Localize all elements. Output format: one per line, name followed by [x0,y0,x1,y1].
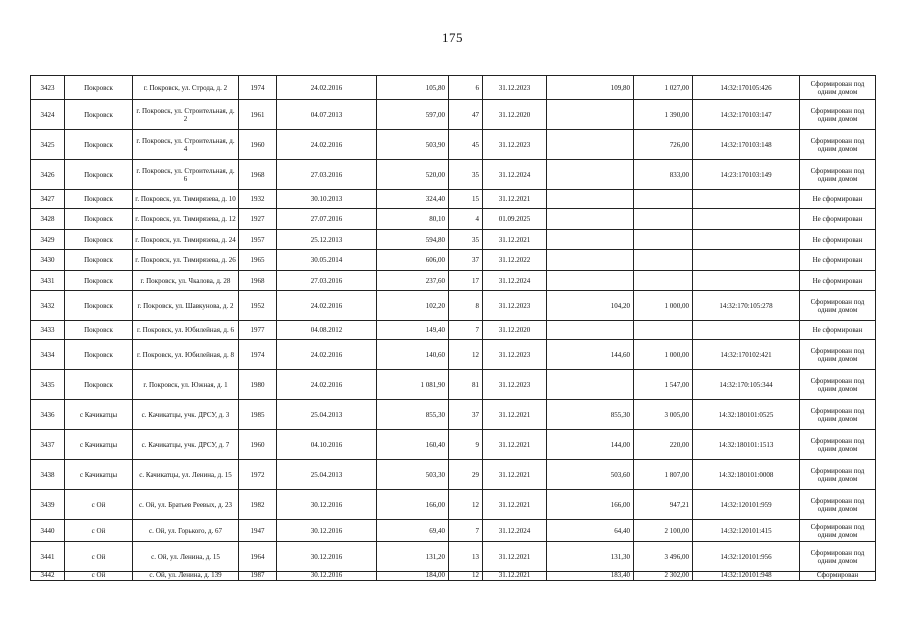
cell-cost [634,230,693,250]
cell-deadline: 31.12.2022 [483,250,547,271]
cell-deadline: 31.12.2021 [483,572,547,581]
table-row [31,520,876,542]
cell-place: Покровск [65,370,133,400]
table-row [31,291,876,321]
table-row [31,190,876,209]
page-number: 175 [442,30,463,45]
cell-cadastre: 14:32:180101:1513 [693,430,800,460]
cell-deadline: 31.12.2023 [483,340,547,370]
cell-area2 [547,250,634,271]
cell-area: 503,30 [377,460,449,490]
cell-status: Сформирован под одним домом [800,76,876,100]
cell-place: Покровск [65,291,133,321]
cell-date: 27.07.2016 [277,209,377,230]
cell-cadastre [693,271,800,291]
cell-place: с Качикатцы [65,430,133,460]
cell-count: 35 [449,160,483,190]
cell-cadastre [693,190,800,209]
cell-deadline: 31.12.2021 [483,400,547,430]
cell-id: 3433 [31,321,65,340]
cell-address: с. Ой, ул. Ленина, д. 15 [133,542,239,572]
cell-address: г. Покровск, ул. Строда, д. 2 [133,76,239,100]
table-row [31,321,876,340]
cell-area2 [547,209,634,230]
cell-cost [634,190,693,209]
cell-status: Сформирован под одним домом [800,542,876,572]
table-row [31,572,876,581]
cell-year: 1974 [239,340,277,370]
cell-address: с. Ой, ул. Горького, д. 67 [133,520,239,542]
cell-cost: 1 390,00 [634,100,693,130]
cell-address: г. Покровск, ул. Юбилейная, д. 6 [133,321,239,340]
table-row [31,542,876,572]
cell-deadline: 31.12.2021 [483,490,547,520]
table-row [31,370,876,400]
table-row [31,100,876,130]
cell-id: 3431 [31,271,65,291]
cell-cadastre: 14:32:120101:948 [693,572,800,581]
cell-cost: 833,00 [634,160,693,190]
cell-cost: 1 027,00 [634,76,693,100]
cell-cadastre: 14:32:180101:0008 [693,460,800,490]
cell-count: 12 [449,490,483,520]
cell-deadline: 31.12.2021 [483,542,547,572]
cell-area2: 109,80 [547,76,634,100]
cell-place: Покровск [65,160,133,190]
cell-place: Покровск [65,250,133,271]
cell-address: г. Покровск, ул. Шавкунова, д. 2 [133,291,239,321]
cell-cost: 1 000,00 [634,340,693,370]
cell-status: Не сформирован [800,190,876,209]
cell-status: Сформирован под одним домом [800,291,876,321]
cell-date: 27.03.2016 [277,271,377,291]
cell-count: 7 [449,321,483,340]
cell-place: с Качикатцы [65,460,133,490]
cell-id: 3438 [31,460,65,490]
cell-cadastre: 14:32:120101:956 [693,542,800,572]
cell-year: 1982 [239,490,277,520]
cell-count: 9 [449,430,483,460]
cell-id: 3441 [31,542,65,572]
table-row [31,76,876,100]
cell-address: с. Качикатцы, ул. Ленина, д. 15 [133,460,239,490]
cell-cadastre: 14:32:170:105:278 [693,291,800,321]
table-body [31,76,876,581]
cell-cadastre: 14:32:120101:959 [693,490,800,520]
cell-year: 1957 [239,230,277,250]
cell-cost: 1 547,00 [634,370,693,400]
cell-id: 3430 [31,250,65,271]
cell-cadastre: 14:32:170:105:344 [693,370,800,400]
cell-year: 1947 [239,520,277,542]
cell-area2 [547,190,634,209]
cell-status: Не сформирован [800,271,876,291]
cell-cadastre: 14:32:170102:421 [693,340,800,370]
cell-count: 81 [449,370,483,400]
cell-date: 30.05.2014 [277,250,377,271]
cell-area2: 503,60 [547,460,634,490]
cell-area: 80,10 [377,209,449,230]
cell-cadastre: 14:32:170105:426 [693,76,800,100]
cell-id: 3442 [31,572,65,581]
cell-area: 105,80 [377,76,449,100]
cell-year: 1932 [239,190,277,209]
cell-date: 30.12.2016 [277,490,377,520]
cell-cost: 2 302,00 [634,572,693,581]
cell-deadline: 01.09.2025 [483,209,547,230]
cell-date: 30.12.2016 [277,520,377,542]
cell-area: 69,40 [377,520,449,542]
cell-address: с. Ой, ул. Братьев Реевых, д. 23 [133,490,239,520]
cell-id: 3434 [31,340,65,370]
cell-cadastre [693,230,800,250]
cell-address: г. Покровск, ул. Тимирязева, д. 12 [133,209,239,230]
housing-table [30,75,876,581]
cell-area: 131,20 [377,542,449,572]
cell-status: Сформирован под одним домом [800,490,876,520]
cell-id: 3428 [31,209,65,230]
cell-place: с Ой [65,490,133,520]
cell-address: с. Качикатцы, учк. ДРСУ, д. 7 [133,430,239,460]
cell-area2 [547,370,634,400]
cell-count: 37 [449,400,483,430]
cell-year: 1927 [239,209,277,230]
cell-place: Покровск [65,340,133,370]
cell-address: г. Покровск, ул. Тимирязева, д. 24 [133,230,239,250]
cell-date: 04.08.2012 [277,321,377,340]
cell-place: с Ой [65,542,133,572]
cell-status: Не сформирован [800,230,876,250]
cell-address: г. Покровск, ул. Юбилейная, д. 8 [133,340,239,370]
cell-year: 1980 [239,370,277,400]
cell-count: 15 [449,190,483,209]
cell-date: 24.02.2016 [277,76,377,100]
cell-cadastre: 14:32:170103:147 [693,100,800,130]
cell-cadastre [693,250,800,271]
cell-date: 25.12.2013 [277,230,377,250]
cell-year: 1960 [239,130,277,160]
cell-status: Сформирован под одним домом [800,100,876,130]
table-row [31,400,876,430]
cell-status: Сформирован под одним домом [800,340,876,370]
cell-area2: 144,00 [547,430,634,460]
cell-year: 1960 [239,430,277,460]
cell-count: 8 [449,291,483,321]
cell-deadline: 31.12.2023 [483,76,547,100]
cell-date: 04.07.2013 [277,100,377,130]
cell-deadline: 31.12.2023 [483,130,547,160]
cell-id: 3429 [31,230,65,250]
table-row [31,250,876,271]
cell-cost: 2 100,00 [634,520,693,542]
cell-area: 149,40 [377,321,449,340]
cell-date: 24.02.2016 [277,130,377,160]
cell-area2: 104,20 [547,291,634,321]
cell-id: 3426 [31,160,65,190]
cell-deadline: 31.12.2021 [483,230,547,250]
table-row [31,490,876,520]
cell-deadline: 31.12.2020 [483,321,547,340]
cell-id: 3436 [31,400,65,430]
cell-deadline: 31.12.2023 [483,370,547,400]
cell-area: 520,00 [377,160,449,190]
cell-area: 855,30 [377,400,449,430]
cell-deadline: 31.12.2024 [483,160,547,190]
cell-cost: 3 496,00 [634,542,693,572]
cell-address: с. Качикатцы, учк. ДРСУ, д. 3 [133,400,239,430]
cell-place: Покровск [65,100,133,130]
cell-area2: 855,30 [547,400,634,430]
cell-status: Сформирован под одним домом [800,160,876,190]
cell-address: г. Покровск, ул. Чкалова, д. 28 [133,271,239,291]
cell-status: Сформирован под одним домом [800,430,876,460]
cell-date: 30.12.2016 [277,572,377,581]
cell-place: Покровск [65,190,133,209]
cell-count: 17 [449,271,483,291]
cell-cost [634,321,693,340]
cell-address: с. Ой, ул. Ленина, д. 139 [133,572,239,581]
cell-area: 166,00 [377,490,449,520]
cell-address: г. Покровск, ул. Строительная, д. 6 [133,160,239,190]
cell-place: с Качикатцы [65,400,133,430]
cell-area2 [547,271,634,291]
cell-date: 24.02.2016 [277,370,377,400]
cell-deadline: 31.12.2021 [483,430,547,460]
cell-area2 [547,130,634,160]
cell-area2: 166,00 [547,490,634,520]
cell-year: 1974 [239,76,277,100]
cell-count: 35 [449,230,483,250]
cell-id: 3427 [31,190,65,209]
cell-area: 324,40 [377,190,449,209]
cell-address: г. Покровск, ул. Южная, д. 1 [133,370,239,400]
cell-area2 [547,230,634,250]
cell-id: 3424 [31,100,65,130]
cell-deadline: 31.12.2024 [483,520,547,542]
cell-place: с Ой [65,572,133,581]
cell-cost: 220,00 [634,430,693,460]
cell-cost: 726,00 [634,130,693,160]
cell-status: Сформирован [800,572,876,581]
cell-date: 25.04.2013 [277,400,377,430]
cell-place: с Ой [65,520,133,542]
cell-count: 29 [449,460,483,490]
cell-id: 3435 [31,370,65,400]
cell-area2 [547,100,634,130]
cell-area2 [547,160,634,190]
cell-year: 1965 [239,250,277,271]
cell-cadastre: 14:32:120101:415 [693,520,800,542]
table-row [31,160,876,190]
cell-date: 24.02.2016 [277,340,377,370]
cell-id: 3423 [31,76,65,100]
cell-cost: 1 807,00 [634,460,693,490]
cell-area: 184,00 [377,572,449,581]
cell-year: 1977 [239,321,277,340]
cell-count: 4 [449,209,483,230]
cell-place: Покровск [65,76,133,100]
cell-deadline: 31.12.2021 [483,460,547,490]
table-row [31,460,876,490]
cell-date: 30.10.2013 [277,190,377,209]
cell-area: 140,60 [377,340,449,370]
cell-date: 04.10.2016 [277,430,377,460]
cell-count: 13 [449,542,483,572]
cell-cost: 947,21 [634,490,693,520]
cell-status: Сформирован под одним домом [800,400,876,430]
cell-count: 7 [449,520,483,542]
cell-status: Сформирован под одним домом [800,370,876,400]
cell-area: 102,20 [377,291,449,321]
cell-id: 3437 [31,430,65,460]
cell-date: 30.12.2016 [277,542,377,572]
cell-place: Покровск [65,271,133,291]
cell-area: 237,60 [377,271,449,291]
cell-status: Сформирован под одним домом [800,460,876,490]
cell-area: 606,00 [377,250,449,271]
cell-place: Покровск [65,321,133,340]
cell-address: г. Покровск, ул. Строительная, д. 2 [133,100,239,130]
cell-place: Покровск [65,209,133,230]
cell-place: Покровск [65,130,133,160]
cell-cost [634,209,693,230]
cell-id: 3439 [31,490,65,520]
cell-cost [634,271,693,291]
cell-year: 1961 [239,100,277,130]
cell-year: 1985 [239,400,277,430]
cell-cost: 3 005,00 [634,400,693,430]
cell-status: Сформирован под одним домом [800,520,876,542]
table-row [31,430,876,460]
cell-year: 1968 [239,160,277,190]
cell-cadastre: 14:32:170103:148 [693,130,800,160]
cell-count: 6 [449,76,483,100]
cell-status: Не сформирован [800,250,876,271]
cell-count: 47 [449,100,483,130]
cell-id: 3432 [31,291,65,321]
cell-year: 1972 [239,460,277,490]
cell-year: 1952 [239,291,277,321]
cell-date: 27.03.2016 [277,160,377,190]
cell-area: 594,80 [377,230,449,250]
table-row [31,271,876,291]
table-row [31,340,876,370]
cell-cadastre: 14:32:180101:0525 [693,400,800,430]
table-row [31,230,876,250]
cell-area2: 131,30 [547,542,634,572]
cell-place: Покровск [65,230,133,250]
cell-area2: 183,40 [547,572,634,581]
cell-status: Не сформирован [800,209,876,230]
cell-cost: 1 000,00 [634,291,693,321]
cell-deadline: 31.12.2023 [483,291,547,321]
cell-area2 [547,321,634,340]
cell-address: г. Покровск, ул. Строительная, д. 4 [133,130,239,160]
cell-status: Сформирован под одним домом [800,130,876,160]
cell-area: 597,00 [377,100,449,130]
cell-cadastre [693,209,800,230]
cell-count: 12 [449,572,483,581]
cell-cost [634,250,693,271]
cell-cadastre [693,321,800,340]
cell-count: 37 [449,250,483,271]
cell-deadline: 31.12.2024 [483,271,547,291]
cell-id: 3425 [31,130,65,160]
cell-id: 3440 [31,520,65,542]
cell-year: 1968 [239,271,277,291]
cell-area: 503,90 [377,130,449,160]
cell-count: 12 [449,340,483,370]
cell-deadline: 31.12.2021 [483,190,547,209]
cell-area2: 144,60 [547,340,634,370]
cell-area: 1 081,90 [377,370,449,400]
cell-area: 160,40 [377,430,449,460]
table-row [31,209,876,230]
cell-status: Не сформирован [800,321,876,340]
cell-address: г. Покровск, ул. Тимирязева, д. 10 [133,190,239,209]
cell-deadline: 31.12.2020 [483,100,547,130]
cell-cadastre: 14:23:170103:149 [693,160,800,190]
cell-address: г. Покровск, ул. Тимирязева, д. 26 [133,250,239,271]
cell-count: 45 [449,130,483,160]
cell-area2: 64,40 [547,520,634,542]
table-row [31,130,876,160]
cell-date: 25.04.2013 [277,460,377,490]
cell-year: 1987 [239,572,277,581]
cell-year: 1964 [239,542,277,572]
cell-date: 24.02.2016 [277,291,377,321]
